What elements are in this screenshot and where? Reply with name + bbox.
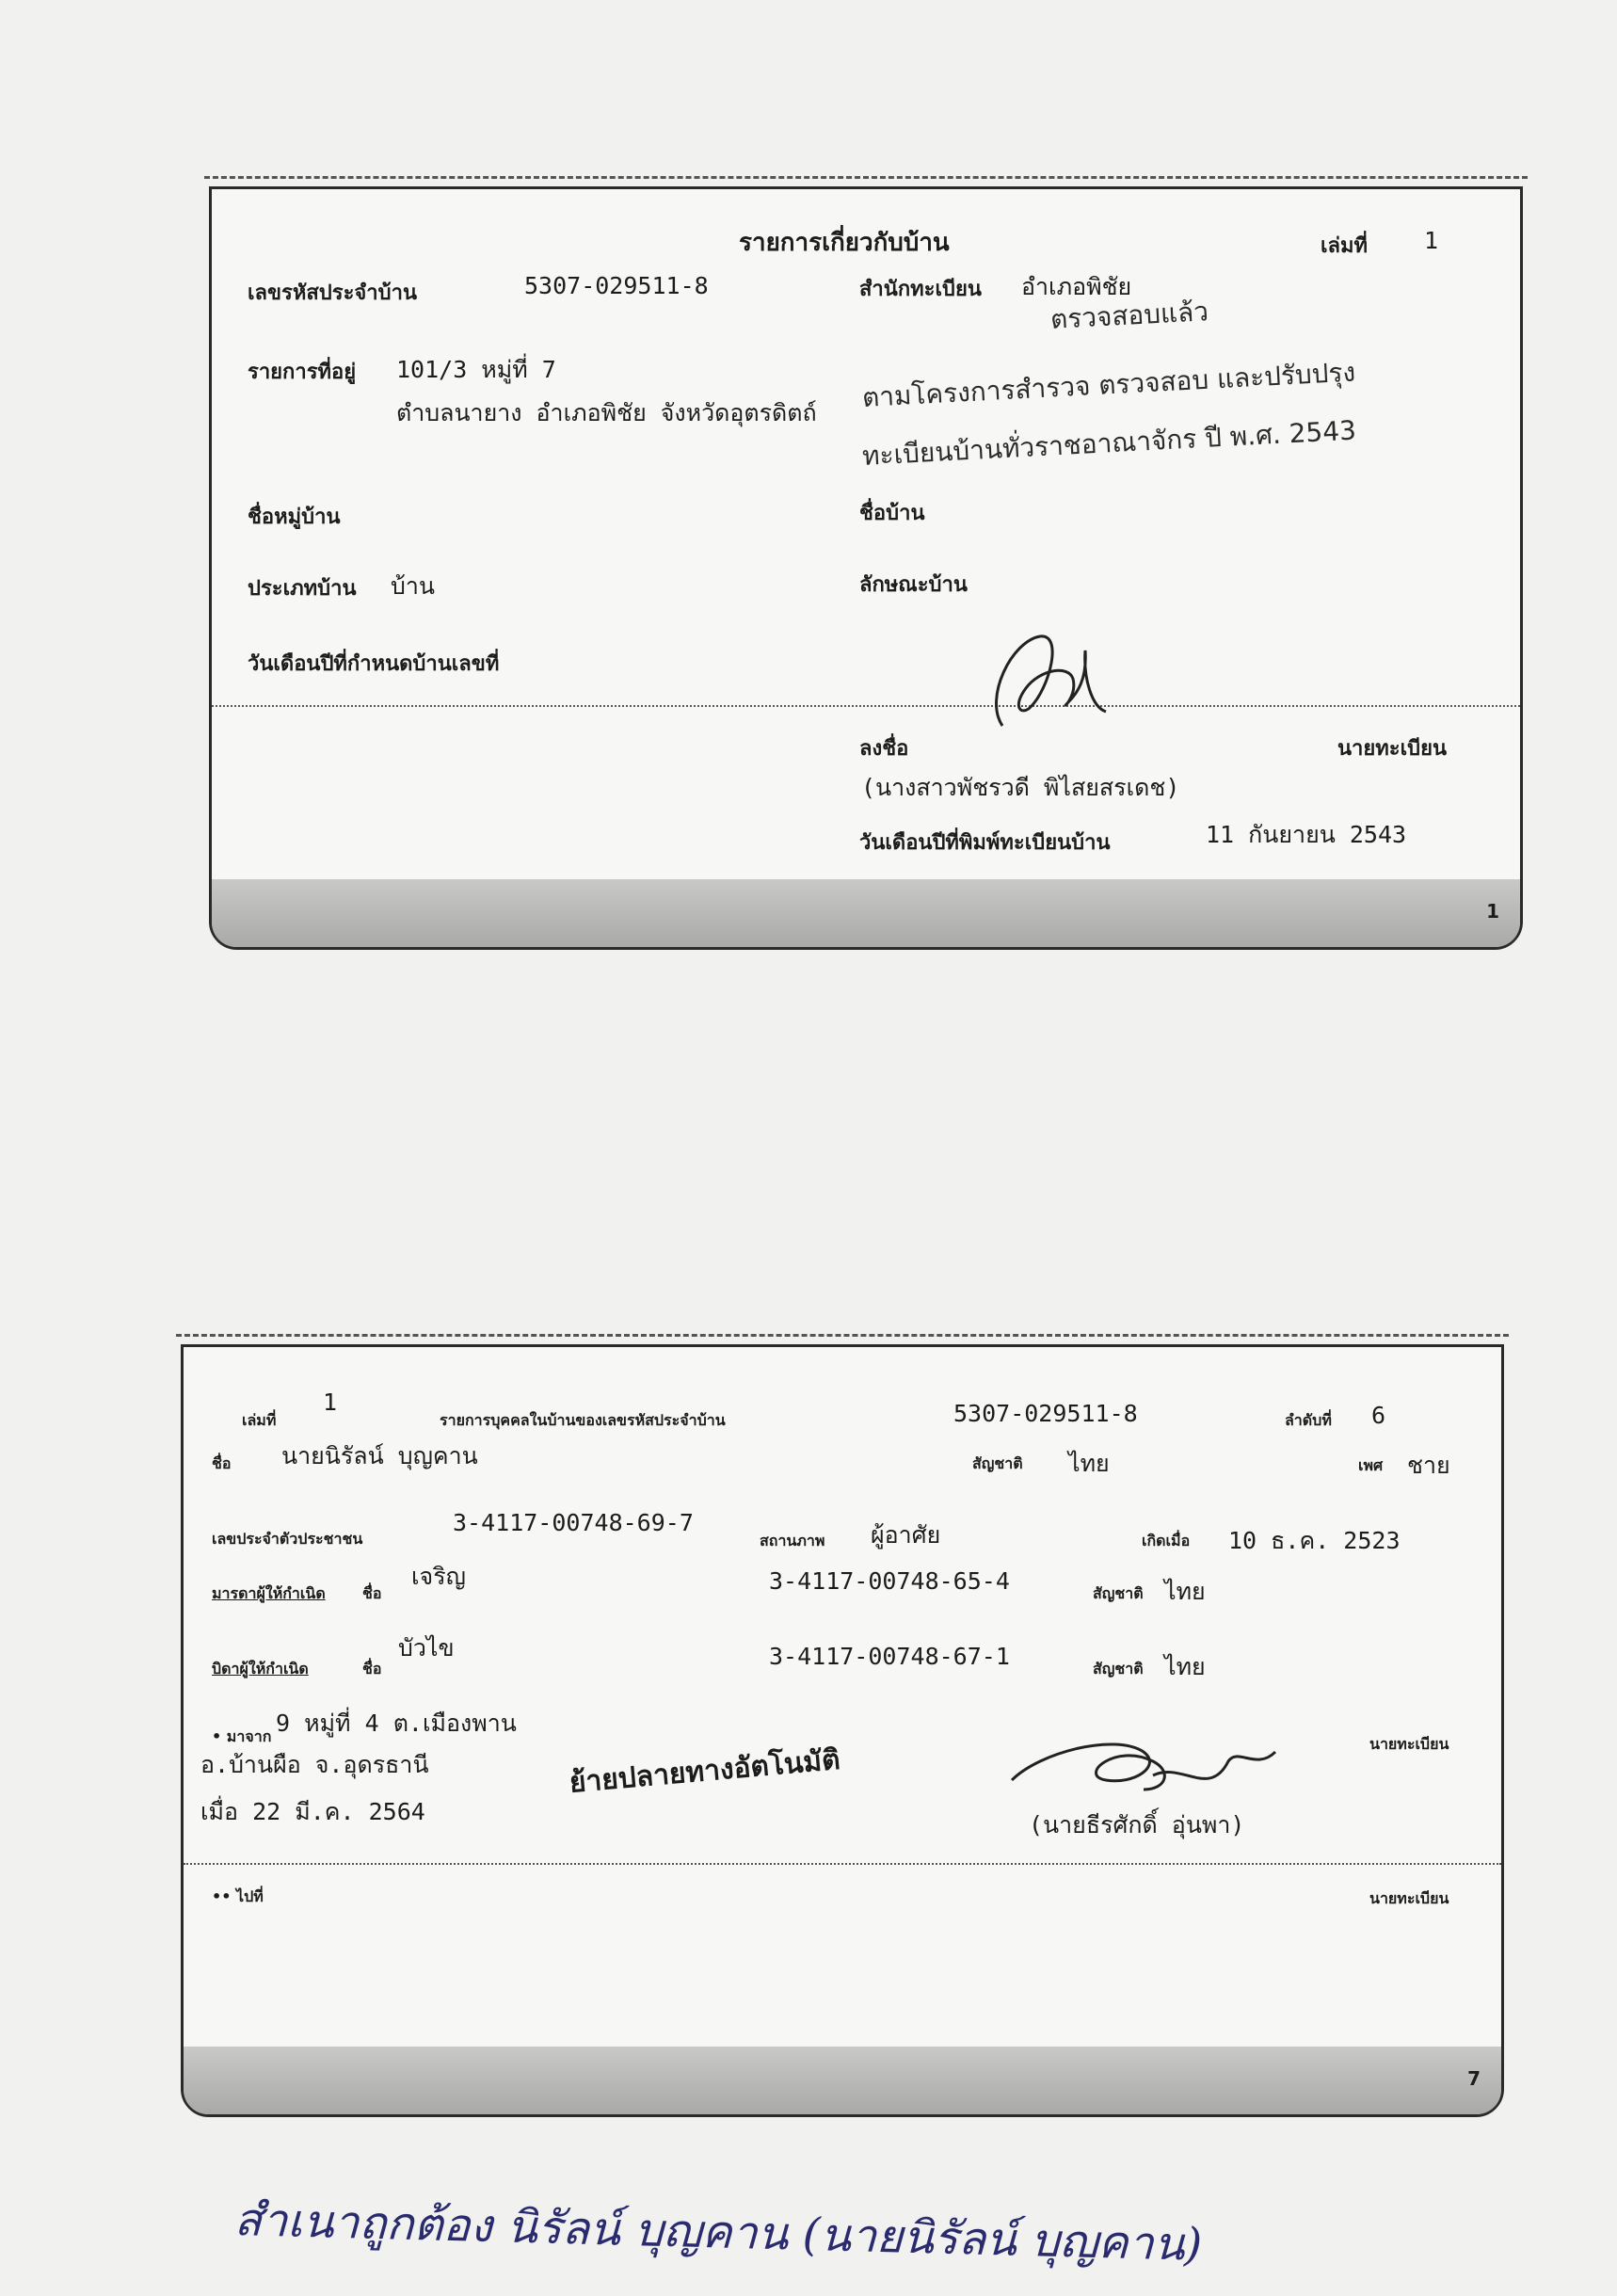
date-assigned-label: วันเดือนปีที่กำหนดบ้านเลขที่ bbox=[248, 652, 500, 676]
house-info-card bbox=[209, 186, 1523, 950]
registrar-label: นายทะเบียน bbox=[1337, 737, 1448, 761]
perforation-line bbox=[204, 176, 1528, 194]
book-label: เล่มที่ bbox=[1321, 234, 1369, 258]
nationality-label: สัญชาติ bbox=[972, 1454, 1023, 1472]
address-line2: ตำบลนายาง อำเภอพิชัย จังหวัดอุตรดิตถ์ bbox=[396, 399, 817, 426]
status-label: สถานภาพ bbox=[760, 1532, 825, 1549]
registrar-name: (นายธีรศักดิ์ อุ่นพา) bbox=[1029, 1811, 1245, 1838]
father-name-label: ชื่อ bbox=[362, 1660, 382, 1678]
to-label: •• ไปที่ bbox=[212, 1887, 264, 1905]
book-label: เล่มที่ bbox=[242, 1411, 277, 1429]
name-label: ชื่อ bbox=[212, 1454, 232, 1472]
from-line2: อ.บ้านผือ จ.อุดรธานี bbox=[200, 1751, 429, 1778]
verification-stamp bbox=[1031, 291, 1209, 342]
certification-handwriting: สำเนาถูกต้อง นิรัลน์ บุญคาน (นายนิรัลน์ บุญคาน) bbox=[233, 2192, 1203, 2272]
book-value: 1 bbox=[1424, 227, 1439, 254]
order-value: 6 bbox=[1371, 1402, 1386, 1429]
person-header: รายการบุคคลในบ้านของเลขรหัสประจำบ้าน bbox=[440, 1411, 726, 1429]
mother-id: 3-4117-00748-65-4 bbox=[769, 1567, 1010, 1595]
from-line3: เมื่อ 22 มี.ค. 2564 bbox=[200, 1798, 425, 1825]
order-label: ลำดับที่ bbox=[1285, 1411, 1332, 1429]
house-code-value: 5307-029511-8 bbox=[524, 272, 709, 299]
father-nat-label: สัญชาติ bbox=[1093, 1660, 1144, 1678]
father-id: 3-4117-00748-67-1 bbox=[769, 1643, 1010, 1670]
stamp-line3: ทะเบียนบ้านทั่วราชอาณาจักร ปี พ.ศ. 2543 bbox=[861, 414, 1357, 472]
father-nat: ไทย bbox=[1164, 1653, 1206, 1680]
page-number: 7 bbox=[1467, 2067, 1481, 2090]
house-code-value: 5307-029511-8 bbox=[953, 1400, 1138, 1427]
registrar-name: (นางสาวพัชรวดี พิไสยสรเดช) bbox=[861, 774, 1180, 801]
id-value: 3-4117-00748-69-7 bbox=[453, 1509, 694, 1536]
house-char-label: ลักษณะบ้าน bbox=[859, 573, 968, 597]
print-date-label: วันเดือนปีที่พิมพ์ทะเบียนบ้าน bbox=[859, 831, 1111, 855]
mother-nat-label: สัญชาติ bbox=[1093, 1584, 1144, 1602]
person-info-card bbox=[181, 1344, 1504, 2117]
born-value: 10 ธ.ค. 2523 bbox=[1228, 1527, 1401, 1554]
mother-nat: ไทย bbox=[1164, 1578, 1206, 1605]
perforation-line bbox=[176, 1334, 1509, 1352]
registrar-signature bbox=[1002, 1695, 1285, 1808]
divider bbox=[184, 1863, 1501, 1865]
from-line1: 9 หมู่ที่ 4 ต.เมืองพาน bbox=[276, 1710, 517, 1737]
print-date-value: 11 กันยายน 2543 bbox=[1206, 821, 1407, 848]
status-value: ผู้อาศัย bbox=[871, 1521, 941, 1549]
house-type-label: ประเภทบ้าน bbox=[248, 577, 357, 601]
sex-value: ชาย bbox=[1407, 1452, 1450, 1479]
card-title: รายการเกี่ยวกับบ้าน bbox=[739, 229, 950, 257]
house-name-label: ชื่อบ้าน bbox=[859, 502, 925, 525]
id-label: เลขประจำตัวประชาชน bbox=[212, 1530, 363, 1548]
page-number: 1 bbox=[1486, 900, 1499, 923]
office-value: อำเภอพิชัย bbox=[1021, 273, 1132, 300]
stamp-line1: ตรวจสอบแล้ว bbox=[1049, 296, 1209, 335]
divider bbox=[212, 705, 1520, 707]
card-footer-shade bbox=[212, 879, 1520, 947]
nationality-value: ไทย bbox=[1068, 1450, 1110, 1477]
village-label: ชื่อหมู่บ้าน bbox=[248, 506, 341, 529]
stamp-line2: ตามโครงการสำรวจ ตรวจสอบ และปรับปรุง bbox=[861, 356, 1356, 413]
house-code-label: เลขรหัสประจำบ้าน bbox=[248, 281, 417, 305]
address-label: รายการที่อยู่ bbox=[248, 361, 357, 384]
registrar-signature bbox=[974, 622, 1125, 745]
mother-name: เจริญ bbox=[411, 1563, 466, 1590]
registrar-label-1: นายทะเบียน bbox=[1369, 1735, 1449, 1753]
name-value: นายนิรัลน์ บุญคาน bbox=[281, 1442, 478, 1469]
father-label: บิดาผู้ให้กำเนิด bbox=[212, 1660, 309, 1678]
born-label: เกิดเมื่อ bbox=[1142, 1532, 1191, 1549]
sign-label: ลงชื่อ bbox=[859, 737, 909, 761]
book-value: 1 bbox=[323, 1389, 338, 1416]
office-label: สำนักทะเบียน bbox=[859, 278, 982, 301]
registrar-label-2: นายทะเบียน bbox=[1369, 1889, 1449, 1907]
from-label: • มาจาก bbox=[212, 1727, 272, 1745]
sex-label: เพศ bbox=[1358, 1456, 1384, 1474]
card-footer-shade bbox=[184, 2047, 1501, 2114]
mother-label: มารดาผู้ให้กำเนิด bbox=[212, 1584, 326, 1602]
address-line1: 101/3 หมู่ที่ 7 bbox=[396, 356, 556, 383]
house-type-value: บ้าน bbox=[391, 572, 435, 600]
move-stamp: ย้ายปลายทางอัตโนมัติ bbox=[568, 1742, 841, 1800]
father-name: บัวไข bbox=[398, 1634, 455, 1662]
mother-name-label: ชื่อ bbox=[362, 1584, 382, 1602]
